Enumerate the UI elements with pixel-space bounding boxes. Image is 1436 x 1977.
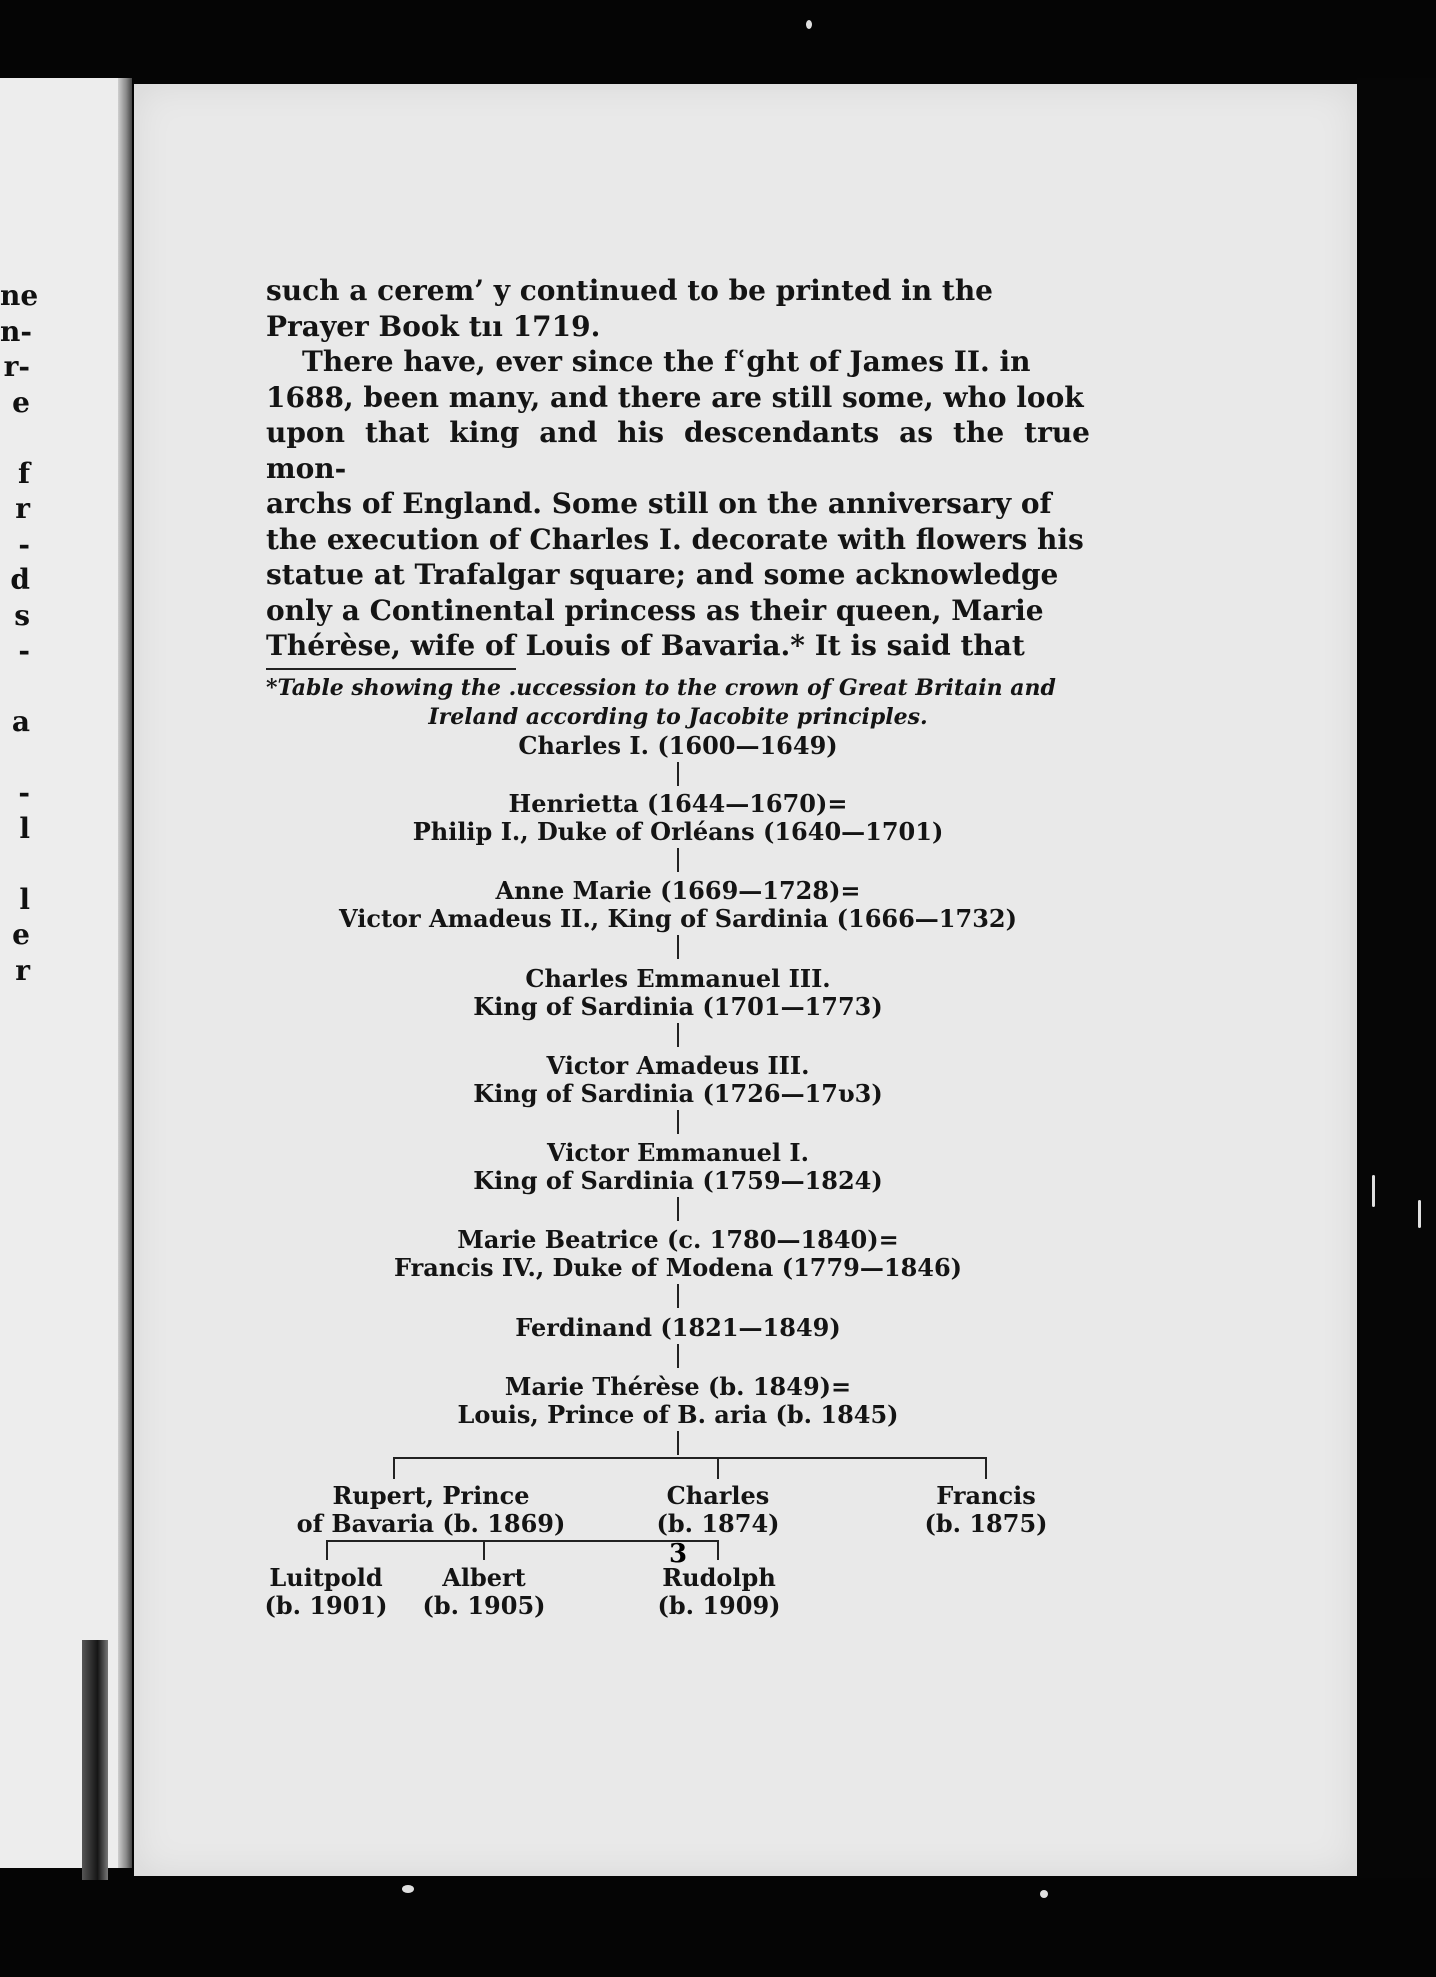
connector bbox=[677, 1110, 679, 1134]
node-line: King of Sardinia (1759—1824) bbox=[473, 1165, 883, 1195]
book-gutter bbox=[118, 78, 132, 1868]
node-line: Francis IV., Duke of Modena (1779—1846) bbox=[393, 1252, 963, 1282]
child-node-charles bbox=[628, 1482, 808, 1538]
lineage-node bbox=[266, 877, 1090, 933]
body-paragraph-1 bbox=[266, 273, 1090, 344]
node-line: Charles Emmanuel III. bbox=[525, 963, 831, 993]
child-node-francis bbox=[896, 1482, 1076, 1538]
text-line: archs of England. Some still on the anniversary of bbox=[266, 487, 1052, 520]
scan-speck bbox=[806, 20, 812, 29]
left-fragment: r bbox=[15, 953, 30, 987]
node-line: Rupert, Prince bbox=[332, 1480, 530, 1510]
left-fragment: ne bbox=[0, 279, 39, 312]
node-line: Victor Amadeus III. bbox=[546, 1050, 810, 1080]
text-line: There have, ever since the fʿght of James II. in bbox=[302, 345, 1031, 378]
connector bbox=[677, 935, 679, 959]
lineage-node bbox=[266, 1314, 1090, 1342]
node-line: King of Sardinia (1701—1773) bbox=[473, 991, 883, 1021]
node-line: (b. 1874) bbox=[656, 1508, 780, 1538]
text-line: the execution of Charles I. decorate with flowers his bbox=[266, 522, 1084, 556]
left-fragment bbox=[0, 740, 30, 776]
left-fragment bbox=[0, 669, 30, 705]
left-fragment: - bbox=[18, 527, 30, 561]
left-fragment: r bbox=[15, 492, 30, 525]
connector bbox=[393, 1457, 395, 1479]
caption-line: *Table showing the ․uccession to the crown of Great Britain and bbox=[266, 674, 1056, 701]
children-branch-line bbox=[393, 1457, 986, 1459]
connector bbox=[677, 848, 679, 872]
text-line: Thérèse, wife of Louis of Bavaria.* It is said that bbox=[266, 629, 1025, 662]
scan-speck bbox=[1418, 1200, 1421, 1228]
text-line: upon that king and his descendants as the true mon- bbox=[266, 416, 1090, 485]
left-fragment: - bbox=[18, 634, 30, 667]
left-page-text-fragments bbox=[0, 278, 39, 988]
page-content bbox=[266, 273, 1090, 1712]
caption-line: Ireland according to Jacobite principles. bbox=[428, 703, 928, 730]
lineage-node bbox=[266, 965, 1090, 1021]
lineage-node bbox=[266, 790, 1090, 846]
child-node-rupert bbox=[266, 1482, 596, 1538]
lineage-node bbox=[266, 732, 1090, 760]
text-line: statue at Trafalgar square; and some acknowledge bbox=[266, 558, 1059, 591]
node-line: Charles bbox=[666, 1480, 770, 1510]
node-line: (b. 1901) bbox=[264, 1590, 388, 1620]
node-line: Anne Marie (1669—1728)= bbox=[495, 875, 861, 905]
scan-speck bbox=[402, 1885, 414, 1893]
text-line: only a Continental princess as their queen, Marie bbox=[266, 593, 1044, 627]
node-line: Charles I. (1600—1649) bbox=[518, 730, 838, 760]
node-line: Henrietta (1644—1670)= bbox=[508, 788, 848, 818]
node-line: Victor Amadeus II., King of Sardinia (1666—1732) bbox=[339, 903, 1017, 933]
grandchild-node-albert bbox=[409, 1564, 559, 1620]
left-fragment: e bbox=[12, 918, 30, 951]
node-line: Rudolph bbox=[662, 1562, 776, 1592]
node-line: of Bavaria (b. 1869) bbox=[296, 1508, 566, 1538]
left-fragment: f bbox=[17, 456, 30, 490]
text-line: such a cerem’ y continued to be printed in the bbox=[266, 274, 993, 307]
page-number: 3 bbox=[668, 1539, 688, 1569]
connector bbox=[677, 1197, 679, 1221]
binding-shadow bbox=[82, 1640, 108, 1880]
lineage-node bbox=[266, 1373, 1090, 1429]
body-paragraph-2 bbox=[266, 344, 1090, 664]
scan-speck bbox=[1372, 1175, 1375, 1207]
connector bbox=[677, 1284, 679, 1308]
node-line: Francis bbox=[936, 1480, 1036, 1510]
text-line: 1688, been many, and there are still some, who look bbox=[266, 380, 1084, 414]
footnote-rule bbox=[266, 668, 516, 670]
node-line: (b. 1875) bbox=[924, 1508, 1048, 1538]
lineage-node bbox=[266, 1226, 1090, 1282]
left-fragment: - bbox=[18, 776, 30, 809]
node-line: Victor Emmanuel I. bbox=[547, 1137, 809, 1167]
node-line: Marie Thérèse (b. 1849)= bbox=[504, 1371, 852, 1401]
footnote-caption bbox=[266, 674, 1090, 732]
node-line: King of Sardinia (1726—17υ3) bbox=[473, 1078, 883, 1108]
left-fragment: r- bbox=[3, 350, 30, 383]
node-line: (b. 1905) bbox=[422, 1590, 546, 1620]
left-fragment: l bbox=[19, 882, 30, 916]
left-fragment: s bbox=[14, 598, 30, 632]
lineage-node bbox=[266, 1139, 1090, 1195]
left-fragment: e bbox=[12, 385, 30, 419]
node-line: Louis, Prince of B․ aria (b. 1845) bbox=[457, 1399, 899, 1429]
book-page bbox=[134, 84, 1357, 1876]
left-fragment: a bbox=[11, 705, 30, 738]
left-fragment bbox=[0, 420, 30, 456]
connector bbox=[677, 1023, 679, 1047]
connector bbox=[677, 762, 679, 786]
connector bbox=[985, 1457, 987, 1479]
text-line: Prayer Book tıı 1719. bbox=[266, 309, 601, 343]
node-line: Luitpold bbox=[269, 1562, 383, 1592]
connector bbox=[717, 1457, 719, 1479]
grandchild-node-rudolph bbox=[644, 1564, 794, 1620]
left-fragment: d bbox=[10, 563, 30, 596]
left-fragment bbox=[0, 846, 30, 882]
node-line: Philip I., Duke of Orléans (1640—1701) bbox=[412, 816, 944, 846]
node-line: Marie Beatrice (c. 1780—1840)= bbox=[457, 1224, 899, 1254]
node-line: Albert bbox=[442, 1562, 526, 1592]
grandchild-node-luitpold bbox=[251, 1564, 401, 1620]
node-line: (b. 1909) bbox=[657, 1590, 781, 1620]
left-fragment: n- bbox=[0, 314, 32, 348]
connector bbox=[677, 1344, 679, 1368]
connector bbox=[677, 1431, 679, 1455]
scan-border bbox=[1357, 78, 1436, 1878]
lineage-node bbox=[266, 1052, 1090, 1108]
scan-speck bbox=[1040, 1890, 1048, 1898]
node-line: Ferdinand (1821—1849) bbox=[515, 1312, 841, 1342]
left-fragment: l bbox=[19, 811, 30, 845]
